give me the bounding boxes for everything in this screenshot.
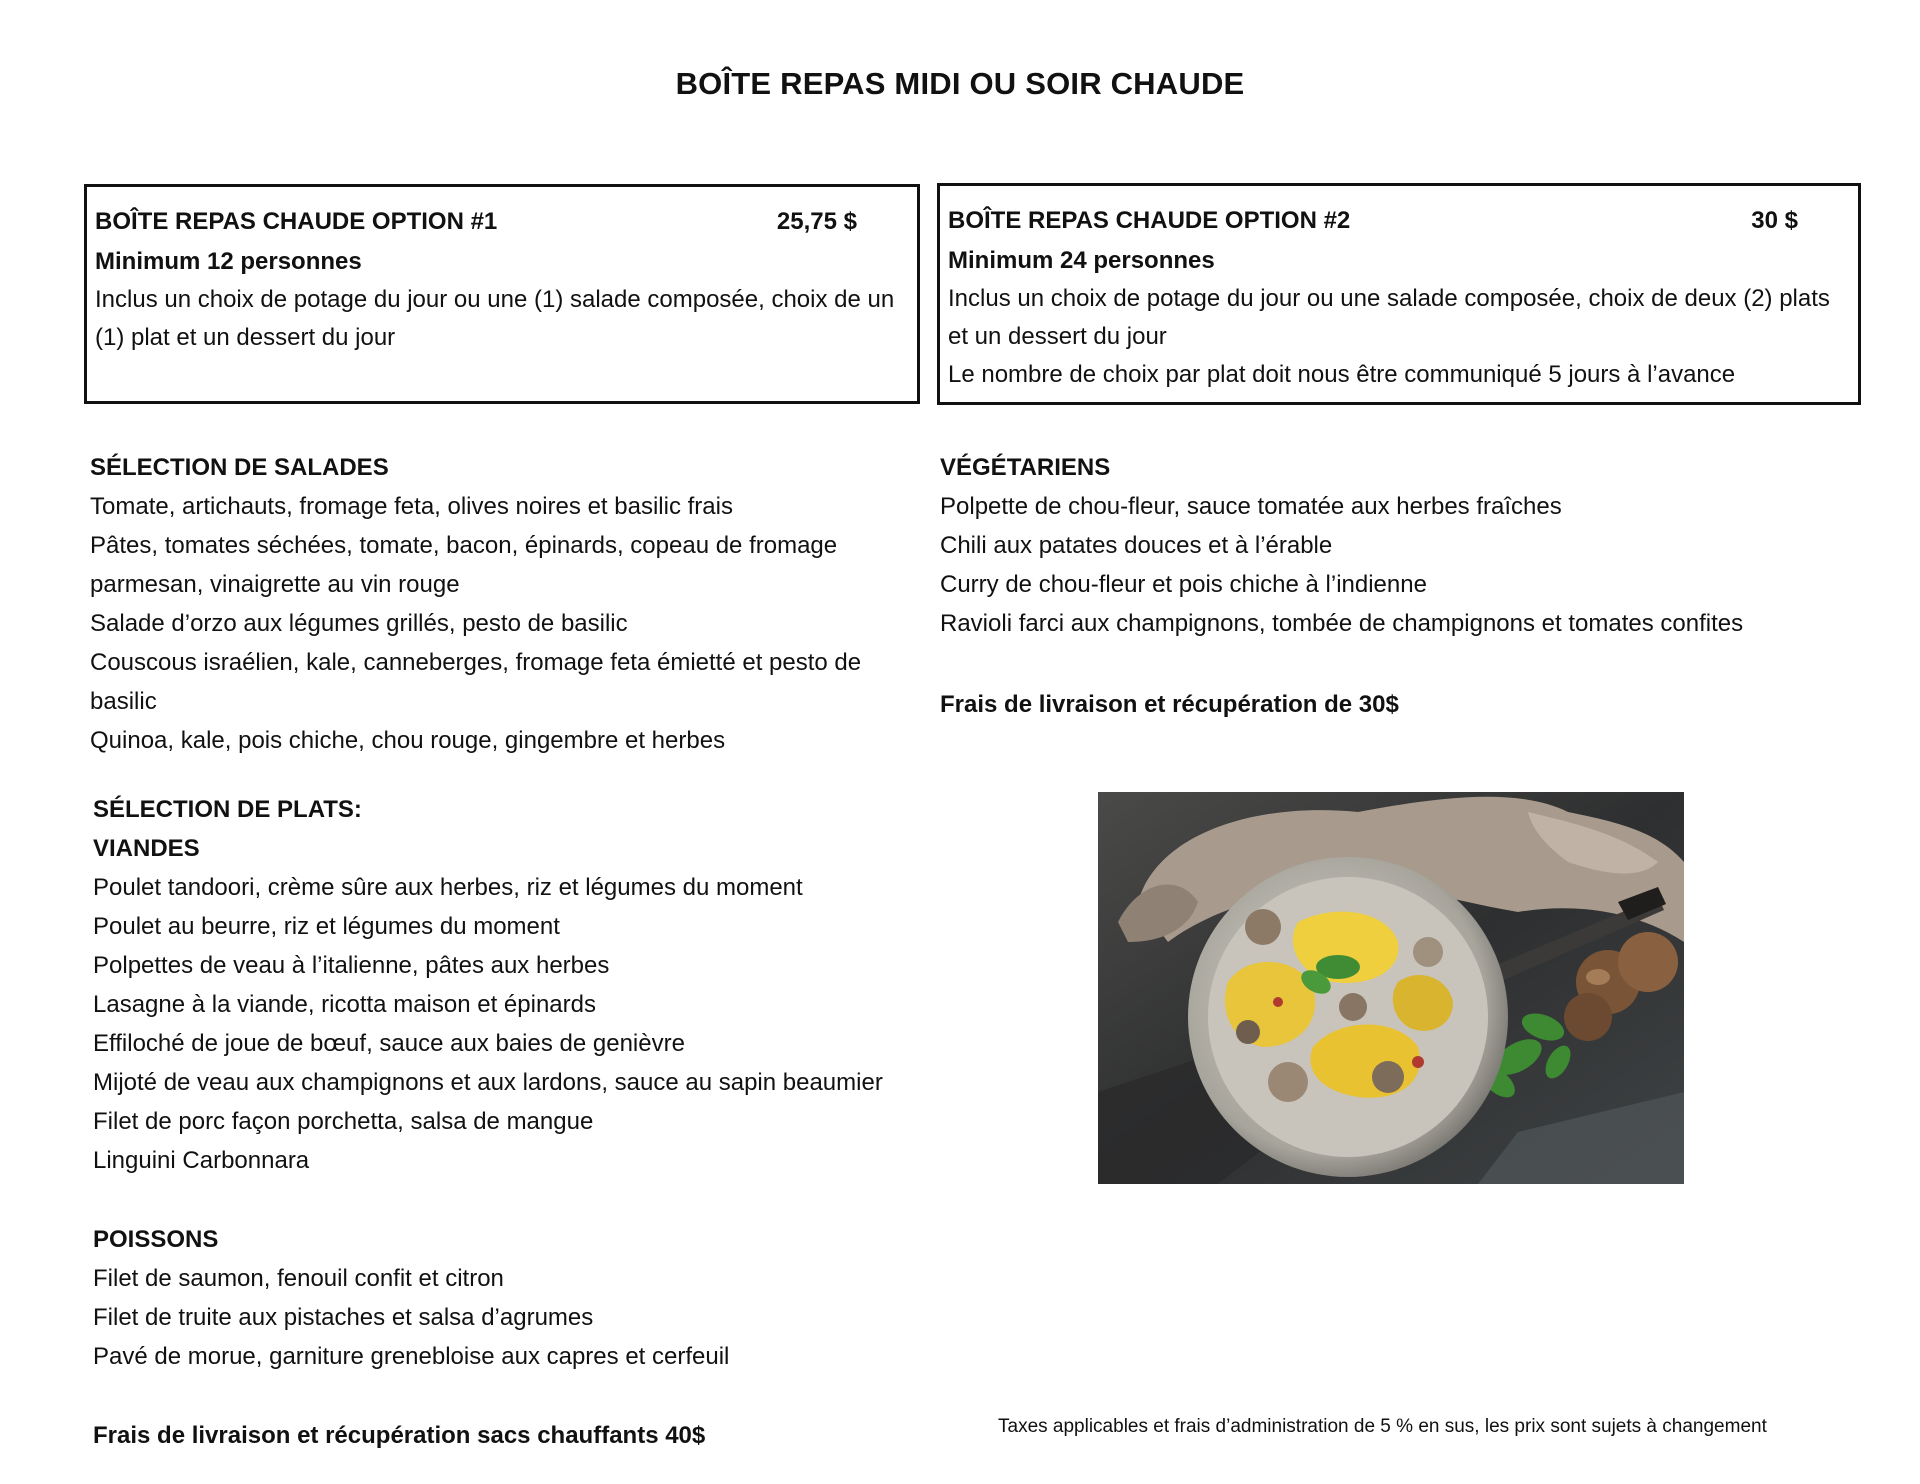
vegetariens-section (940, 448, 1880, 724)
plats-section (93, 790, 953, 1455)
option-2-minimum: Minimum 24 personnes (948, 247, 1215, 274)
vegetarien-line: Curry de chou-fleur et pois chiche à l’indienne (940, 571, 1427, 598)
ravioli-dish-photo (1098, 792, 1684, 1184)
salades-section (90, 448, 930, 760)
viande-line: Polpettes de veau à l’italienne, pâtes aux herbes (93, 952, 610, 979)
option-1-title: BOÎTE REPAS CHAUDE OPTION #1 (95, 208, 498, 235)
viande-line: Poulet au beurre, riz et légumes du moment (93, 913, 560, 940)
viande-line: Linguini Carbonnara (93, 1147, 310, 1174)
option-1-line: (1) plat et un dessert du jour (95, 324, 396, 351)
vegetariens-title: VÉGÉTARIENS (940, 454, 1111, 481)
option-2-title: BOÎTE REPAS CHAUDE OPTION #2 (948, 207, 1351, 234)
option-1-price: 25,75 $ (776, 208, 857, 235)
poisson-line: Filet de truite aux pistaches et salsa d’agrumes (93, 1304, 594, 1331)
salade-line: Pâtes, tomates séchées, tomate, bacon, épinards, copeau de fromage (90, 532, 838, 559)
salade-line: Tomate, artichauts, fromage feta, olives noires et basilic frais (90, 493, 733, 520)
viande-line: Mijoté de veau aux champignons et aux lardons, sauce au sapin beaumier (93, 1069, 883, 1096)
option-2-header (948, 200, 1850, 242)
option-2-line: et un dessert du jour (948, 323, 1167, 350)
viande-line: Lasagne à la viande, ricotta maison et épinards (93, 991, 596, 1018)
poisson-line: Pavé de morue, garniture grenebloise aux capres et cerfeuil (93, 1343, 730, 1370)
poissons-title: POISSONS (93, 1226, 219, 1253)
page-title: BOÎTE REPAS MIDI OU SOIR CHAUDE (675, 66, 1245, 101)
vegetariens-delivery-fee: Frais de livraison et récupération de 30$ (940, 691, 1399, 718)
vegetarien-line: Polpette de chou-fleur, sauce tomatée aux herbes fraîches (940, 493, 1562, 520)
option-2-line: Le nombre de choix par plat doit nous être communiqué 5 jours à l’avance (948, 361, 1736, 388)
salade-line: parmesan, vinaigrette au vin rouge (90, 571, 460, 598)
option-2-line: Inclus un choix de potage du jour ou une salade composée, choix de deux (2) plats (948, 285, 1830, 312)
option-2-price: 30 $ (1751, 207, 1798, 234)
salade-line: basilic (90, 688, 157, 715)
salades-title: SÉLECTION DE SALADES (90, 454, 389, 481)
taxes-note: Taxes applicables et frais d’administration de 5 % en sus, les prix sont sujets à changement (998, 1416, 1767, 1437)
viande-line: Poulet tandoori, crème sûre aux herbes, riz et légumes du moment (93, 874, 803, 901)
viande-line: Filet de porc façon porchetta, salsa de mangue (93, 1108, 594, 1135)
salade-line: Quinoa, kale, pois chiche, chou rouge, gingembre et herbes (90, 727, 726, 754)
vegetarien-line: Ravioli farci aux champignons, tombée de champignons et tomates confites (940, 610, 1744, 637)
plats-title: SÉLECTION DE PLATS: (93, 796, 362, 823)
option-1-line: Inclus un choix de potage du jour ou une (1) salade composée, choix de un (95, 286, 895, 313)
vegetarien-line: Chili aux patates douces et à l’érable (940, 532, 1333, 559)
salade-line: Salade d’orzo aux légumes grillés, pesto de basilic (90, 610, 628, 637)
salade-line: Couscous israélien, kale, canneberges, fromage feta émietté et pesto de (90, 649, 862, 676)
option-2-box (937, 183, 1861, 405)
option-1-box (84, 184, 920, 404)
plats-delivery-fee: Frais de livraison et récupération sacs chauffants 40$ (93, 1422, 706, 1449)
viandes-title: VIANDES (93, 835, 200, 862)
viande-line: Effiloché de joue de bœuf, sauce aux baies de genièvre (93, 1030, 685, 1057)
poisson-line: Filet de saumon, fenouil confit et citron (93, 1265, 504, 1292)
option-1-minimum: Minimum 12 personnes (95, 248, 362, 275)
option-1-header (95, 201, 909, 243)
